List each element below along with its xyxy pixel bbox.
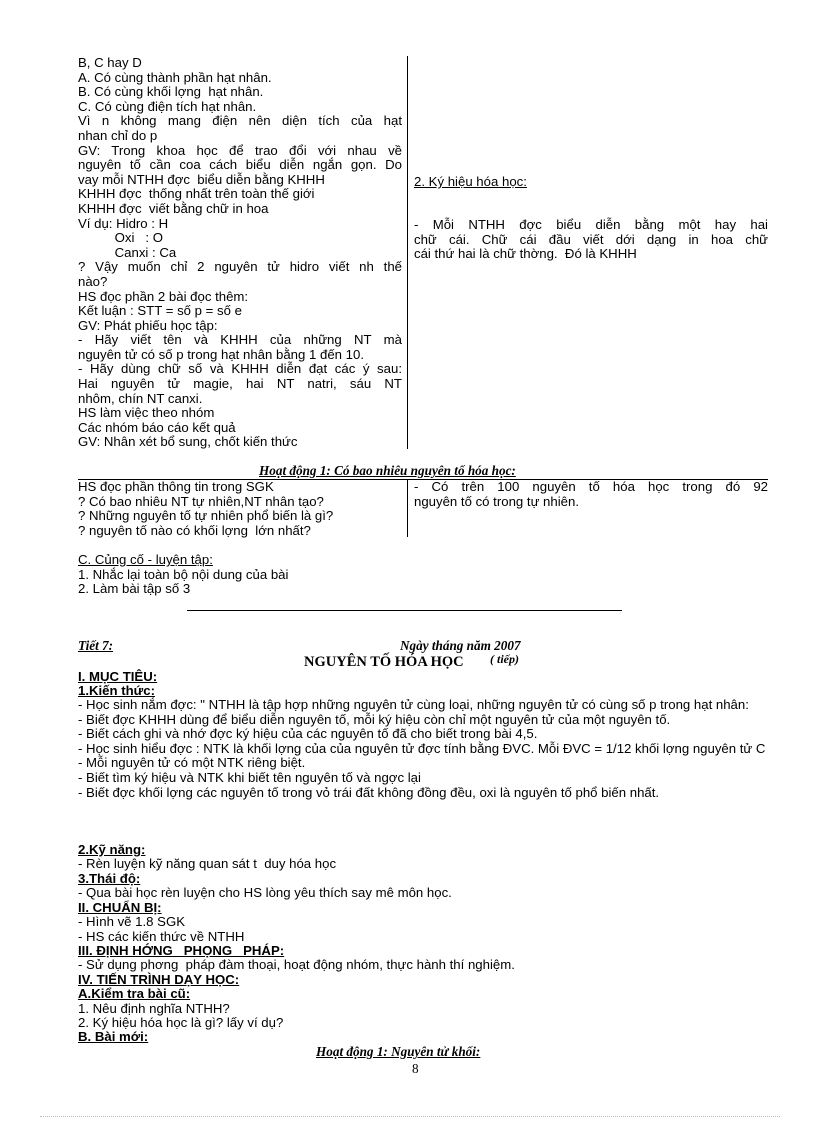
text-line: chữ cái. Chữ cái đầu viết dới dạng in hoa chữ [414,231,768,247]
attitude-text: - Qua bài học rèn luyện cho HS lòng yêu thích say mê môn học. [78,885,452,900]
check-item: 2. Ký hiệu hóa học là gì? lấy ví dụ? [78,1015,284,1030]
text-line: ? Vậy muốn chỉ 2 nguyên tử hidro viết nh thế [78,259,402,275]
text-line: - Mỗi NTHH đợc biểu diễn bằng một hay hai [414,217,768,232]
text-line: Canxi : Ca [78,244,177,260]
text-line: ? nguyên tố nào có khối lợng lớn nhất? [78,522,311,538]
text-line: nhôm, chín NT canxi. [78,390,203,406]
section-divider [187,610,622,611]
objectives-heading: I. MỤC TIÊU: [78,669,158,684]
activity1-left-column [78,480,402,538]
text-line: Các nhóm báo cáo kết quả [78,419,236,435]
text-line: nguyên tử có số p trong hạt nhân bằng 1 đến 10. [78,346,364,362]
preparation-item: - HS các kiến thức về NTHH [78,929,245,944]
table-column-divider [407,56,408,449]
text-line: B, C hay D [78,55,142,70]
check-item: 1. Nêu định nghĩa NTHH? [78,1001,230,1016]
top-table-left-column [78,56,402,450]
attitude-heading: 3.Thái độ: [78,871,141,886]
lesson-date: Ngày tháng năm 2007 [400,638,521,653]
text-line: nguyên tố có trong tự nhiên. [414,493,579,509]
text-line: GV: Phát phiếu học tập: [78,317,218,333]
text-line: nào? [78,273,108,289]
lesson-title: NGUYÊN TỐ HÓA HỌC [304,654,464,670]
text-line: cái thứ hai là chữ thờng. Đó là KHHH [414,246,637,262]
text-line: HS làm việc theo nhóm [78,405,215,421]
check-heading: A.Kiểm tra bài cũ: [78,986,191,1001]
knowledge-item: - Học sinh hiểu đợc : NTK là khối lợng của của nguyên tử đợc tính bằng ĐVC. Mỗi ĐVC = 1/12 khối lợng nguyên tử C [78,740,766,756]
text-line: HS đọc phần thông tin trong SGK [78,479,274,494]
text-line: A. Có cùng thành phần hạt nhân. [78,69,272,85]
text-line: - Có trên 100 nguyên tố hóa học trong đó 92 [414,479,768,494]
text-line: Hai nguyên tử magie, hai NT natri, sáu NT [78,376,402,392]
knowledge-item: - Biết tìm ký hiệu và NTK khi biết tên nguyên tố và ngợc lại [78,769,421,785]
knowledge-item: - Biết đợc khối lợng các nguyên tố trong vỏ trái đất không đồng đều, oxi là nguyên tố phổ biến nhất. [78,784,660,800]
text-line: GV: Trong khoa học để trao đổi với nhau về [78,142,402,158]
symbol-section-heading: 2. Ký hiệu hóa học: [414,174,527,189]
text-line: nguyên tố cần coa cách biểu diễn ngắn gọn. Do [78,157,402,173]
text-line: Oxi : O [78,230,163,246]
skills-heading: 2.Kỹ năng: [78,842,146,857]
text-line: Kết luận : STT = số p = số e [78,303,242,319]
lesson-period: Tiết 7: [78,638,114,653]
procedure-heading: IV. TIẾN TRÌNH DẠY HỌC: [78,972,240,987]
top-table-right-column [414,218,768,262]
text-line: Ví dụ: Hidro : H [78,215,169,231]
text-line: B. Có cùng khối lợng hạt nhân. [78,84,264,100]
text-line: - Hãy viết tên và KHHH của những NT mà [78,332,402,348]
new-lesson-heading: B. Bài mới: [78,1029,149,1044]
knowledge-heading: 1.Kiến thức: [78,683,155,698]
text-line: - Hãy dùng chữ số và KHHH diễn đạt các ý sau: [78,361,402,377]
knowledge-item: - Học sinh nắm đợc: " NTHH là tập hợp những nguyên tử cùng loại, những nguyên tử có cùng số p trong hạt nhân: [78,697,749,712]
text-line: KHHH đợc viết bằng chữ in hoa [78,200,269,216]
text-line: GV: Nhân xét bổ sung, chốt kiến thức [78,434,298,450]
text-line: vay mỗi NTHH đợc biểu diễn bằng KHHH [78,171,325,187]
orientation-heading: III. ĐỊNH HỚNG PHỌNG PHÁP: [78,943,285,958]
knowledge-item: - Biết đợc KHHH dùng để biểu diễn nguyên tố, mỗi ký hiệu còn chỉ một nguyên tử của một nguyên tố. [78,711,671,727]
page-number: 8 [412,1061,419,1076]
preparation-item: - Hình vẽ 1.8 SGK [78,914,186,929]
text-line: ? Có bao nhiêu NT tự nhiên,NT nhân tạo? [78,493,324,509]
text-line: ? Những nguyên tố tự nhiên phổ biến là gì? [78,508,334,524]
text-line: KHHH đợc thống nhất trên toàn thế giới [78,186,315,202]
knowledge-item: - Biết cách ghi và nhớ đợc ký hiệu của các nguyên tố đã cho biết trong bài 4,5. [78,726,538,742]
preparation-heading: II. CHUẨN BỊ: [78,900,162,915]
activity1-right-column [414,480,768,509]
activity1-heading: Hoạt động 1: Có bao nhiêu nguyên tố hóa học: [259,463,516,478]
page-bottom-border [40,1116,780,1117]
text-line: HS đọc phần 2 bài đọc thêm: [78,288,249,304]
consolidation-item: 1. Nhắc lại toàn bộ nội dung của bài [78,567,289,582]
activity2-heading: Hoạt động 1: Nguyên tử khối: [316,1044,481,1059]
orientation-text: - Sử dụng phơng pháp đàm thoại, hoạt động nhóm, thực hành thí nghiệm. [78,957,515,972]
text-line: nhan chỉ do p [78,127,158,143]
skills-text: - Rèn luyện kỹ năng quan sát t duy hóa học [78,856,337,871]
knowledge-list [78,698,768,800]
knowledge-item: - Mỗi nguyên tử có một NTK riêng biệt. [78,755,306,771]
text-line: C. Có cùng điện tích hạt nhân. [78,98,257,114]
text-line: Vì n không mang điện nên diện tích của hạt [78,113,402,129]
consolidation-item: 2. Làm bài tập số 3 [78,581,191,596]
activity1-column-divider [407,479,408,537]
lesson-title-suffix: ( tiếp) [490,652,519,666]
consolidation-heading: C. Củng cố - luyện tập: [78,552,213,567]
